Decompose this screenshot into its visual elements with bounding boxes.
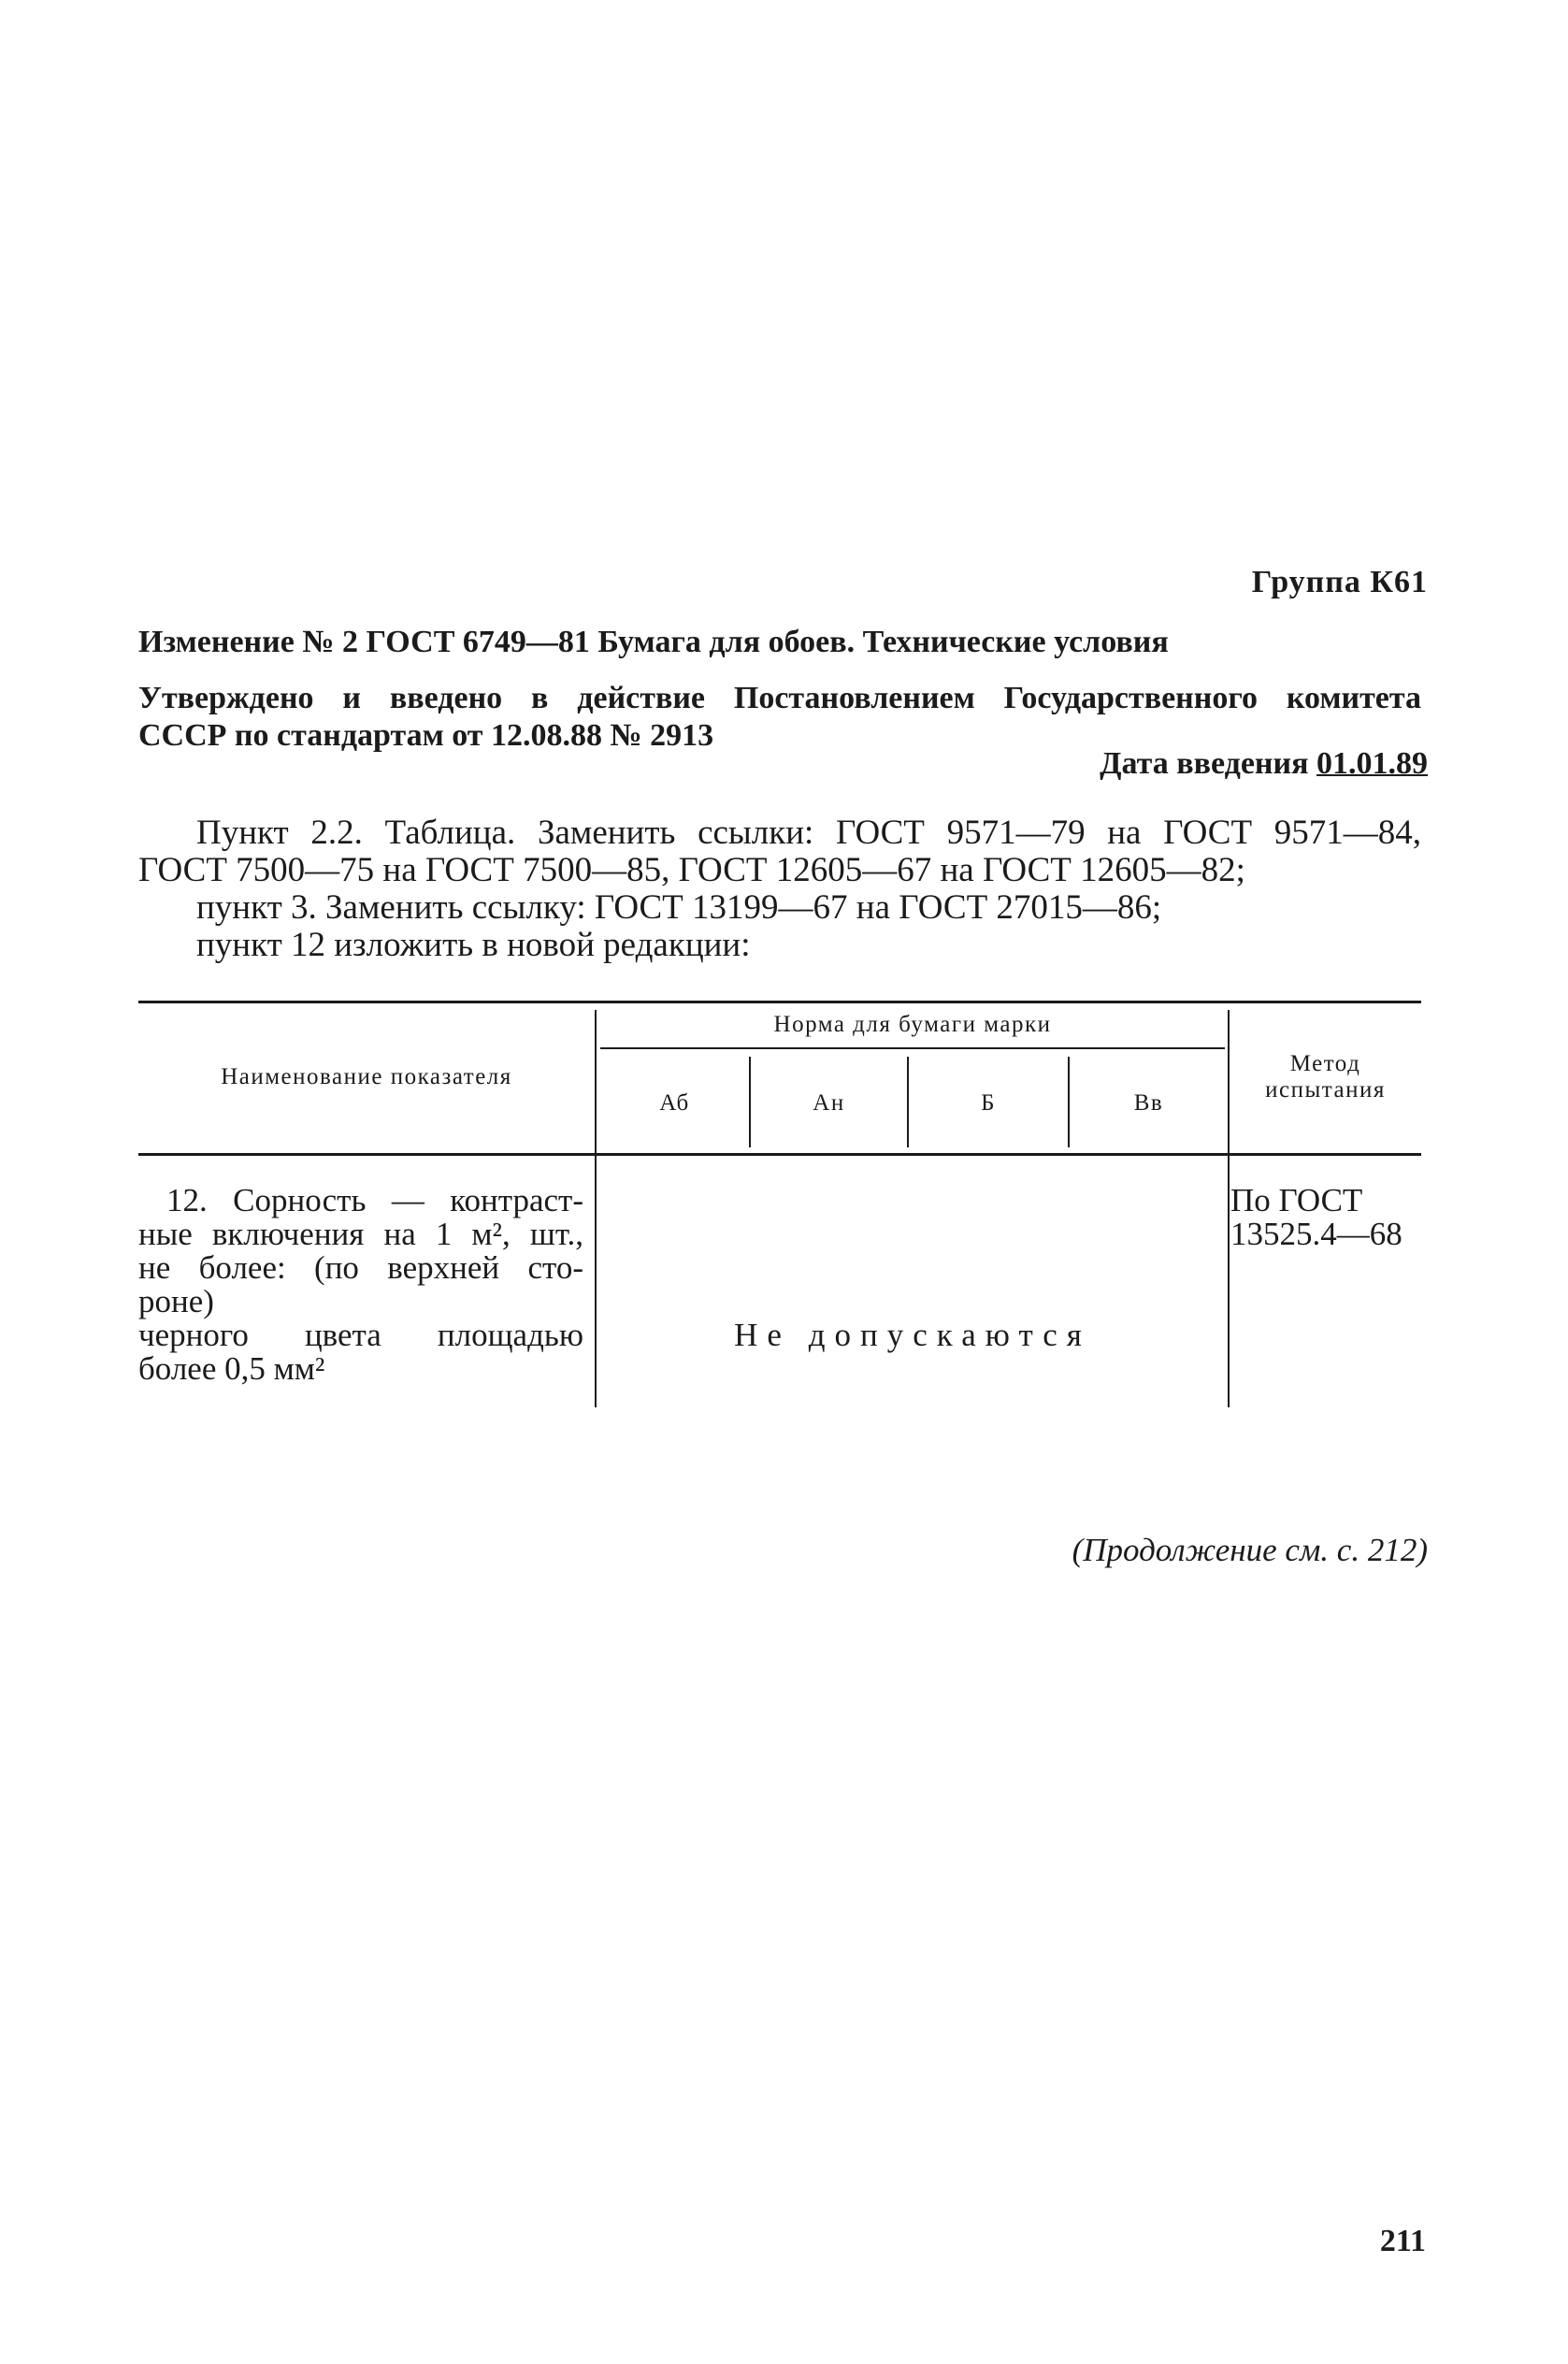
continuation-note: (Продолжение см. с. 212) [1072,1532,1428,1568]
body-line-1: Пункт 2.2. Таблица. Заменить ссылки: ГОСТ 9571—79 на ГОСТ 9571—84, [196,814,1421,852]
page-number: 211 [1379,2224,1426,2258]
row-name-line-5: черного цвета площадью [138,1317,583,1353]
row-method-line-1: По ГОСТ [1230,1182,1363,1218]
approval-line-1: Утверждено и введено в действие Постановлением Государственного комитета [138,681,1421,715]
grade-ab: Аб [659,1090,690,1116]
row-name-line-2: ные включения на 1 м², шт., [138,1216,583,1252]
effective-date-value: 01.01.89 [1316,746,1428,781]
row-name-line-1: 12. Сорность — контраст- [166,1182,583,1218]
effective-date [1100,746,1428,782]
row-name-cell [138,1184,583,1386]
body-line-4: пункт 12 изложить в новой редакции: [196,926,751,964]
table-vline-1 [595,1010,597,1407]
amendment-table [138,1001,1421,1412]
change-title: Изменение № 2 ГОСТ 6749—81 Бумага для обоев. Технические условия [138,625,1169,659]
column-header-method-line-2: испытания [1265,1077,1386,1103]
column-header-norm: Норма для бумаги марки [773,1012,1052,1037]
row-name-line-6: более 0,5 мм² [138,1350,325,1387]
row-method-cell [1230,1184,1421,1251]
body-line-2: ГОСТ 7500—75 на ГОСТ 7500—85, ГОСТ 12605—67 на ГОСТ 12605—82; [138,851,1245,889]
row-name-line-3: не более: (по верхней сто- [138,1249,583,1286]
group-code: Группа К61 [1251,565,1428,599]
column-header-name: Наименование показателя [221,1064,512,1089]
approval-line-2: СССР по стандартам от 12.08.88 № 2913 [138,718,714,753]
column-header-method [1230,1051,1421,1103]
row-method-line-2: 13525.4—68 [1230,1216,1403,1252]
column-header-method-line-1: Метод [1289,1051,1361,1076]
grade-bv: Вв [1133,1090,1164,1116]
row-norm-value: Не допускаются [734,1317,1091,1353]
grade-an: Ан [813,1090,845,1116]
grade-b: Б [981,1090,996,1116]
body-line-3: пункт 3. Заменить ссылку: ГОСТ 13199—67 на ГОСТ 27015—86; [196,888,1162,927]
table-top-rule [138,1001,1421,1003]
effective-date-label: Дата введения [1100,746,1309,781]
norm-header-rule [600,1047,1225,1049]
row-name-line-4: роне) [138,1283,214,1319]
